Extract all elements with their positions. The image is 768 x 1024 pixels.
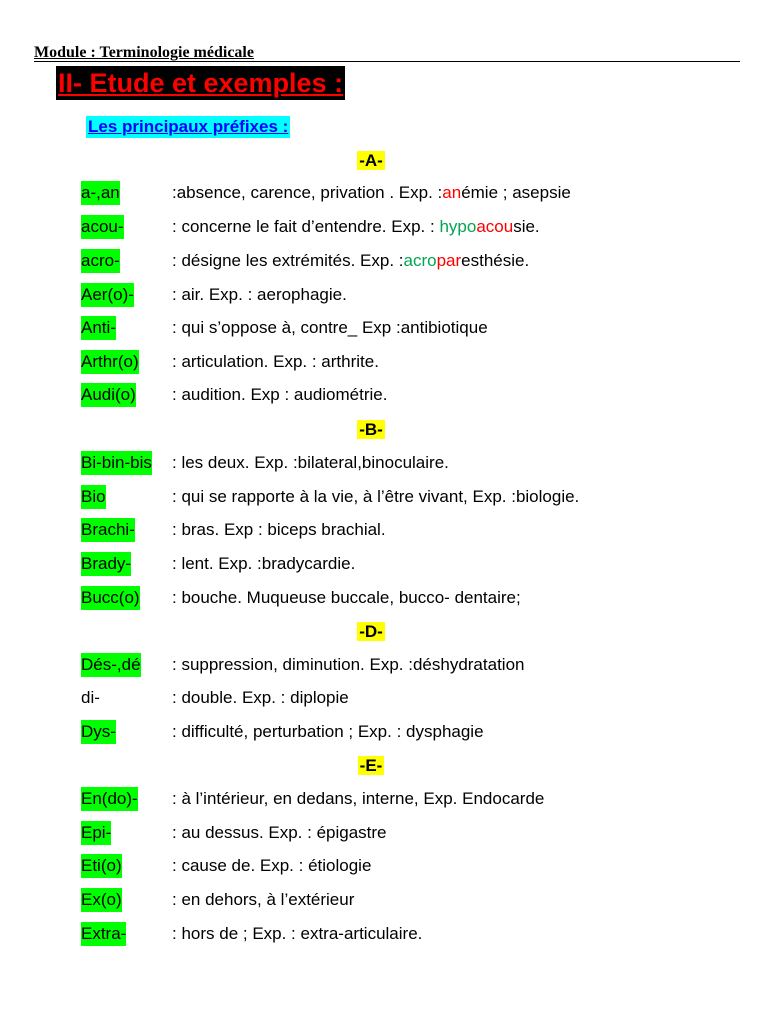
prefix-label: Aer(o)- (81, 283, 134, 307)
prefix-label: Extra- (81, 922, 126, 946)
letter-heading-b: -B- (359, 420, 383, 439)
prefix-label: Bio (81, 485, 106, 509)
prefix-definition: : articulation. Exp. : arthrite. (172, 352, 379, 371)
prefix-definition: : à l’intérieur, en dedans, interne, Exp. Endocarde (172, 789, 545, 808)
letter-heading-a: -A- (359, 151, 383, 170)
prefix-label: di- (81, 688, 100, 707)
prefix-definition: : suppression, diminution. Exp. :déshydratation (172, 655, 525, 674)
prefix-definition: : les deux. Exp. :bilateral,binoculaire. (172, 453, 449, 472)
prefix-definition: : concerne le fait d’entendre. Exp. : hypoacousie. (172, 217, 540, 236)
prefix-definition: : qui se rapporte à la vie, à l’être vivant, Exp. :biologie. (172, 487, 580, 506)
prefix-label: acro- (81, 249, 120, 273)
prefix-label: En(do)- (81, 787, 138, 811)
prefix-label: Dys- (81, 720, 116, 744)
prefix-label: Eti(o) (81, 854, 122, 878)
prefix-definition: : audition. Exp : audiométrie. (172, 385, 388, 404)
prefix-definition: : désigne les extrémités. Exp. :acroparesthésie. (172, 251, 530, 270)
prefix-label: Ex(o) (81, 888, 122, 912)
prefix-definition: : bras. Exp : biceps brachial. (172, 520, 386, 539)
letter-heading-d: -D- (359, 622, 383, 641)
prefix-definition: : difficulté, perturbation ; Exp. : dysphagie (172, 722, 484, 741)
header-rule (34, 61, 740, 62)
prefix-label: Dés-,dé (81, 653, 141, 677)
prefix-label: a-,an (81, 181, 120, 205)
prefix-label: Audi(o) (81, 383, 136, 407)
prefix-definition: : air. Exp. : aerophagie. (172, 285, 347, 304)
subtitle: Les principaux préfixes : (88, 117, 289, 136)
prefix-label: Brady- (81, 552, 131, 576)
prefix-label: Brachi- (81, 518, 135, 542)
prefix-definition: : double. Exp. : diplopie (172, 688, 349, 707)
prefix-definition: : au dessus. Exp. : épigastre (172, 823, 387, 842)
module-title: Module : Terminologie médicale (34, 44, 254, 61)
prefix-label: Bi-bin-bis (81, 451, 152, 475)
prefix-label: acou- (81, 215, 124, 239)
letter-heading-e: -E- (359, 756, 383, 775)
prefix-definition: : hors de ; Exp. : extra-articulaire. (172, 924, 423, 943)
prefix-label: Anti- (81, 316, 116, 340)
prefix-label: Epi- (81, 821, 111, 845)
prefix-definition: : lent. Exp. :bradycardie. (172, 554, 356, 573)
prefix-definition: : qui s’oppose à, contre_ Exp :antibiotique (172, 318, 488, 337)
prefix-label: Bucc(o) (81, 586, 140, 610)
prefix-definition: :absence, carence, privation . Exp. :anémie ; asepsie (172, 183, 571, 202)
section-title: II- Etude et exemples : (58, 68, 344, 98)
prefix-definition: : cause de. Exp. : étiologie (172, 856, 372, 875)
prefix-label: Arthr(o) (81, 350, 139, 374)
prefix-definition: : bouche. Muqueuse buccale, bucco- dentaire; (172, 588, 521, 607)
prefix-definition: : en dehors, à l’extérieur (172, 890, 355, 909)
document-header (34, 44, 740, 66)
